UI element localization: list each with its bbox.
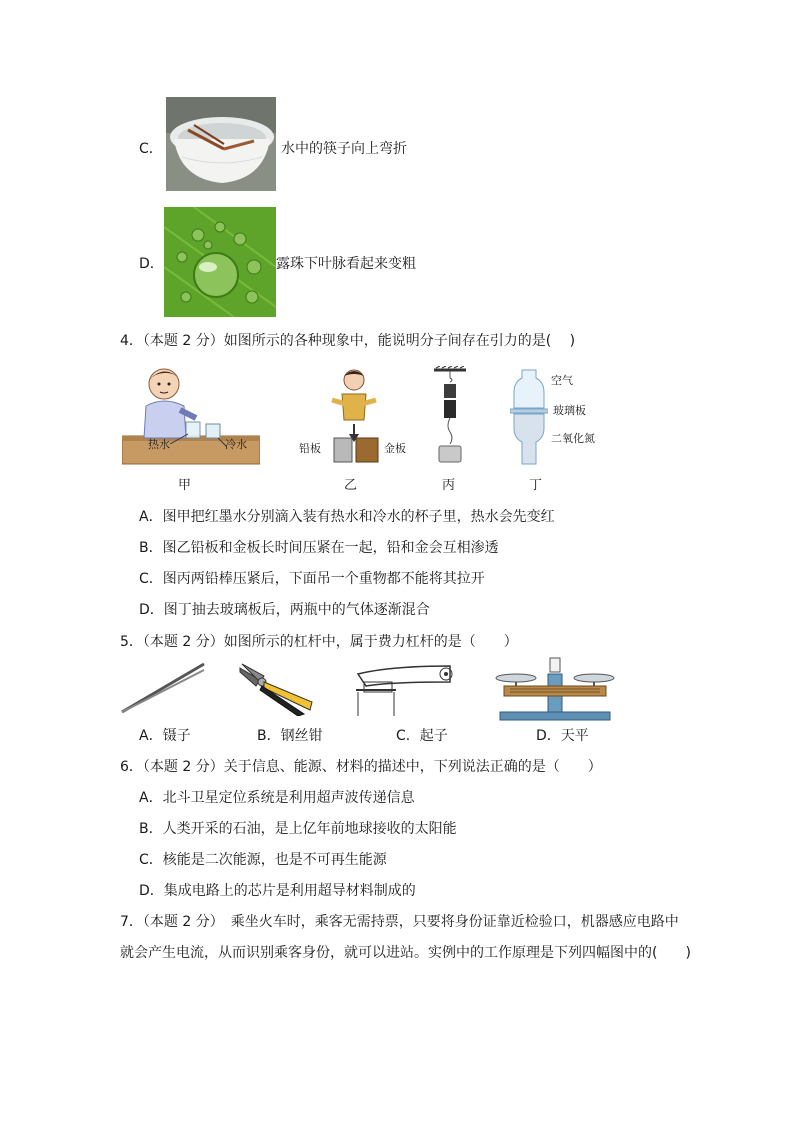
balance-scale-image — [490, 656, 620, 722]
q5-option-c: C．起子 — [396, 728, 448, 744]
pliers-image — [238, 662, 314, 716]
figure-yi-person-pressing-plates — [324, 366, 384, 466]
label-gold-plate: 金板 — [384, 442, 406, 455]
caption-jia: 甲 — [178, 478, 192, 493]
q6-option-c: C．核能是二次能源，也是不可再生能源 — [139, 852, 387, 868]
label-glass-plate: 玻璃板 — [553, 404, 586, 417]
label-air: 空气 — [551, 374, 573, 387]
figure-ding-gas-bottles — [510, 368, 548, 466]
q6-option-b: B．人类开采的石油，是上亿年前地球接收的太阳能 — [139, 821, 457, 837]
label-nitrogen-dioxide: 二氧化氮 — [551, 432, 595, 445]
caption-ding: 丁 — [529, 478, 543, 493]
q6-option-a: A．北斗卫星定位系统是利用超声波传递信息 — [139, 790, 415, 806]
option-d-text: 露珠下叶脉看起来变粗 — [276, 256, 416, 272]
q4-option-d: D．图丁抽去玻璃板后，两瓶中的气体逐渐混合 — [139, 602, 430, 618]
figure-bing-lead-rods-with-weight — [434, 366, 466, 466]
chopsticks-in-bowl-image — [166, 97, 276, 191]
q5-option-d: D．天平 — [536, 728, 589, 744]
q7-stem-line1: 7．（本题 2 分） 乘坐火车时，乘客无需持票，只要将身份证靠近检验口，机器感应电路中 — [120, 914, 679, 930]
dewdrop-on-leaf-image — [164, 207, 276, 317]
option-d-letter: D． — [139, 256, 164, 272]
q5-option-b: B．钢丝钳 — [257, 728, 323, 744]
q6-option-d: D．集成电路上的芯片是利用超导材料制成的 — [139, 883, 416, 899]
q7-stem-line2: 就会产生电流，从而识别乘客身份，就可以进站。实例中的工作原理是下列四幅图中的( ) — [120, 945, 691, 961]
bottle-opener-image — [350, 660, 456, 718]
q6-stem: 6．（本题 2 分）关于信息、能源、材料的描述中，下列说法正确的是（ ） — [120, 759, 602, 775]
q5-option-a: A．镊子 — [139, 728, 191, 744]
option-c-letter: C． — [139, 141, 163, 157]
q4-option-c: C．图丙两铅棒压紧后，下面吊一个重物都不能将其拉开 — [139, 571, 485, 587]
caption-yi: 乙 — [344, 478, 358, 493]
label-cold-water: 冷水 — [225, 438, 247, 451]
label-lead-plate: 铅板 — [299, 442, 321, 455]
label-hot-water: 热水 — [148, 438, 170, 451]
tweezers-image — [118, 660, 208, 716]
q5-stem: 5．（本题 2 分）如图所示的杠杆中，属于费力杠杆的是（ ） — [120, 634, 518, 650]
q4-stem: 4．（本题 2 分）如图所示的各种现象中，能说明分子间存在引力的是( ) — [120, 333, 576, 349]
option-c-text: 水中的筷子向上弯折 — [281, 141, 407, 157]
q4-option-a: A．图甲把红墨水分别滴入装有热水和冷水的杯子里，热水会先变红 — [139, 509, 555, 525]
caption-bing: 丙 — [442, 478, 456, 493]
q4-option-b: B．图乙铅板和金板长时间压紧在一起，铅和金会互相渗透 — [139, 540, 499, 556]
